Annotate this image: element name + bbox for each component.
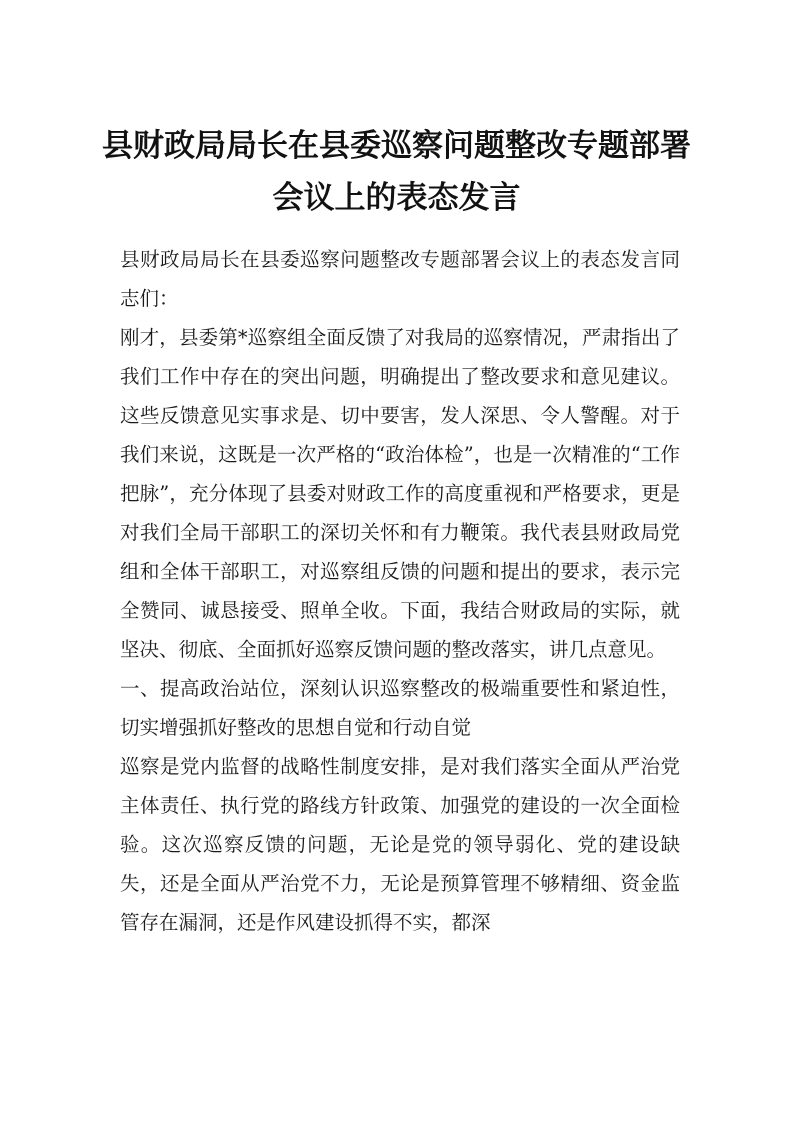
section-heading-1: 一、提高政治站位，深刻认识巡察整改的极端重要性和紧迫性，切实增强抓好整改的思想自觉和行动自觉 (120, 677, 680, 739)
document-body (120, 240, 680, 942)
paragraph-opening: 刚才，县委第*巡察组全面反馈了对我局的巡察情况，严肃指出了我们工作中存在的突出问题，明确提出了整改要求和意见建议。这些反馈意见实事求是、切中要害，发人深思、令人警醒。对于我们来说，这既是一次严格的“政治体检”，也是一次精准的“工作把脉”，充分体现了县委对财政工作的高度重视和严格要求，更是对我们全局干部职工的深切关怀和有力鞭策。我代表县财政局党组和全体干部职工，对巡察组反馈的问题和提出的要求，表示完全赞同、诚恳接受、照单全收。下面，我结合财政局的实际，就坚决、彻底、全面抓好巡察反馈问题的整改落实，讲几点意见。 (120, 326, 680, 661)
paragraph-section-1: 巡察是党内监督的战略性制度安排，是对我们落实全面从严治党主体责任、执行党的路线方针政策、加强党的建设的一次全面检验。这次巡察反馈的问题，无论是党的领导弱化、党的建设缺失，还是全面从严治党不力，无论是预算管理不够精细、资金监管存在漏洞，还是作风建设抓得不实，都深 (120, 755, 680, 934)
document-title: 县财政局局长在县委巡察问题整改专题部署会议上的表态发言 (102, 128, 691, 216)
paragraph-greeting: 县财政局局长在县委巡察问题整改专题部署会议上的表态发言同志们： (120, 248, 680, 310)
